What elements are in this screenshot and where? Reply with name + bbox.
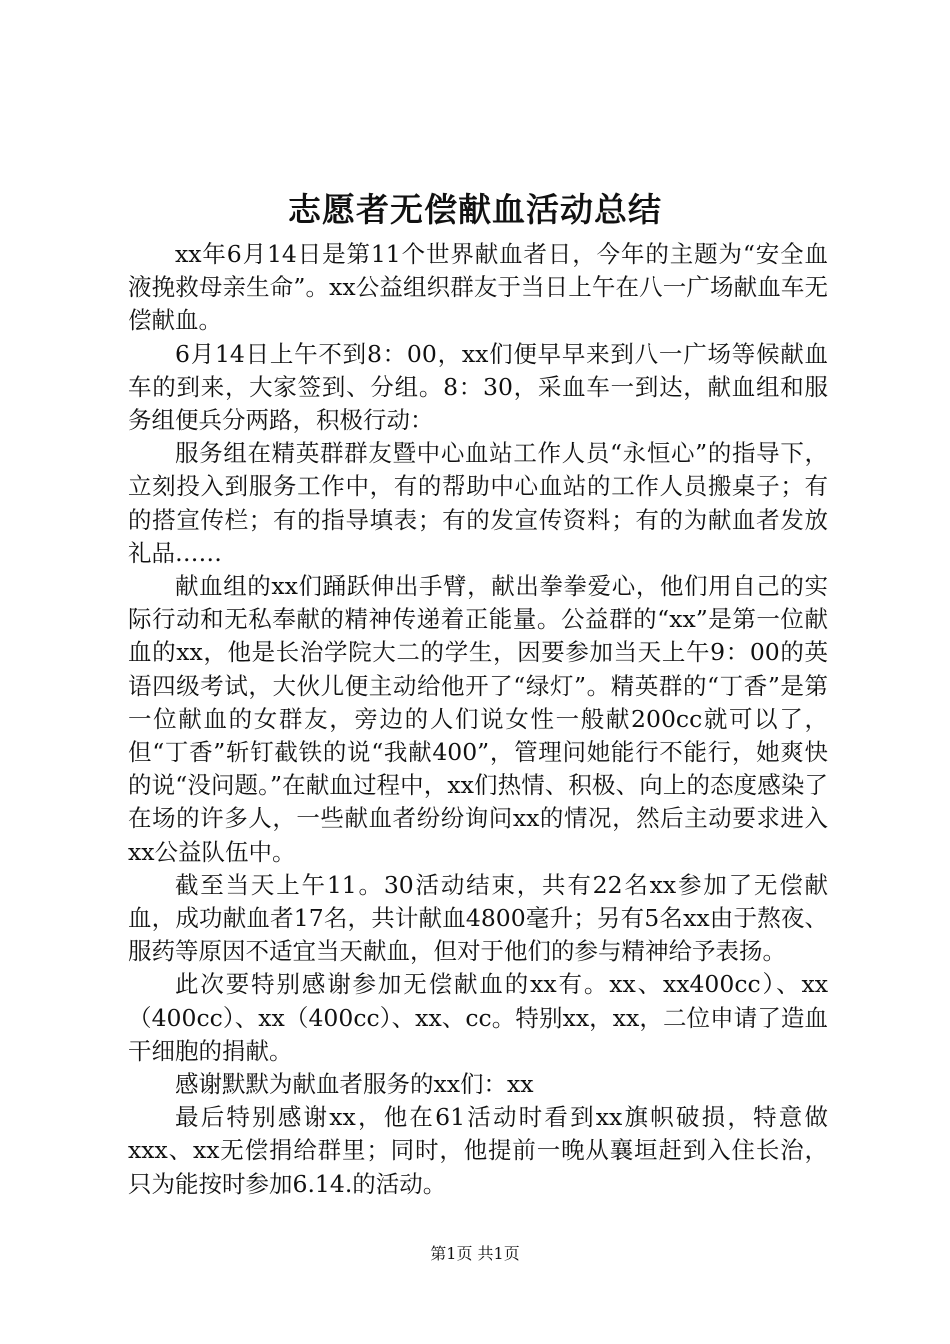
paragraph-service-group: 服务组在精英群群友暨中心血站工作人员“永恒心”的指导下，立刻投入到服务工作中，有的帮助中心血站的工作人员搬桌子；有的搭宣传栏；有的指导填表；有的发宣传资料；有的为献血者发放礼品…… (128, 439, 828, 567)
paragraph-morning: 6月14日上午不到8：00，xx们便早早来到八一广场等候献血车的到来，大家签到、分组。8：30，采血车一到达，献血组和服务组便兵分两路，积极行动： (128, 339, 828, 435)
paragraph-results: 截至当天上午11。30活动结束，共有22名xx参加了无偿献血，成功献血者17名，共计献血4800毫升；另有5名xx由于熬夜、服药等原因不适宜当天献血，但对于他们的参与精神给予表扬。 (128, 870, 828, 966)
document-body (128, 238, 828, 1201)
document-title: 志愿者无偿献血活动总结 (288, 190, 662, 229)
paragraph-thanks-volunteers: 感谢默默为献血者服务的xx们：xx (175, 1070, 534, 1099)
paragraph-final-thanks: 最后特别感谢xx，他在61活动时看到xx旗帜破损，特意做xxx、xx无偿捐给群里；同时，他提前一晚从襄垣赶到入住长治，只为能按时参加6.14.的活动。 (128, 1103, 828, 1198)
page-footer: 第1页 共1页 (430, 1244, 520, 1263)
paragraph-theme: xx年6月14日是第11个世界献血者日，今年的主题为“安全血液挽救母亲生命”。xx公益组织群友于当日上午在八一广场献血车无偿献血。 (128, 240, 828, 335)
paragraph-donation-group: 献血组的xx们踊跃伸出手臂，献出拳拳爱心，他们用自己的实际行动和无私奉献的精神传递着正能量。公益群的“xx”是第一位献血的xx，他是长治学院大二的学生，因要参加当天上午9：00的英语四级考试，大伙儿便主动给他开了“绿灯”。精英群的“丁香”是第一位献血的女群友，旁边的人们说女性一般献200cc就可以了，但“丁香”斩钉截铁的说“我献400”，管理问她能行不能行，她爽快的说“没问题。”在献血过程中，xx们热情、积极、向上的态度感染了在场的许多人，一些献血者纷纷询问xx的情况，然后主动要求进入xx公益队伍中。 (128, 572, 828, 866)
paragraph-thanks-donors: 此次要特别感谢参加无偿献血的xx有。xx、xx400cc）、xx（400cc）、xx（400cc）、xx、cc。特别xx，xx，二位申请了造血干细胞的捐献。 (128, 970, 828, 1065)
